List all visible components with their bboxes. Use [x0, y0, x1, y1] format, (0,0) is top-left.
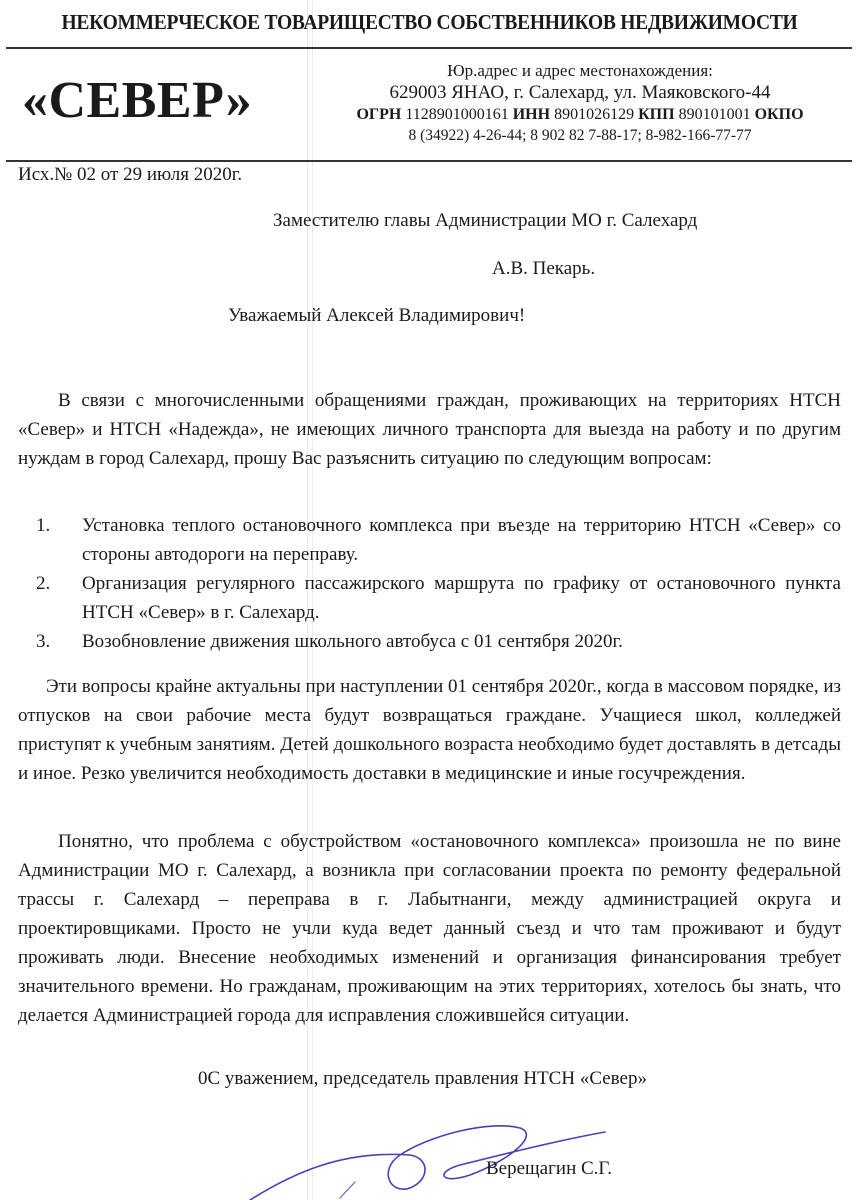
list-item-text: Возобновление движения школьного автобуса с 01 сентября 2020г.	[82, 631, 623, 652]
list-item	[18, 627, 841, 656]
header-divider-bottom	[6, 160, 852, 162]
brand-name: «СЕВЕР»	[22, 72, 253, 129]
list-item-number: 1.	[36, 515, 51, 536]
list-item	[18, 569, 841, 627]
handwritten-signature	[230, 1100, 630, 1200]
contact-block	[300, 60, 859, 146]
salutation: Уважаемый Алексей Владимирович!	[228, 305, 526, 326]
paragraph-intro: В связи с многочисленными обращениями граждан, проживающих на территориях НТСН «Север» и НТСН «Надежда», не имеющих личного транспорта для выезда на работу и по другим нуждам в город Салехард, прошу Вас разъяснить ситуацию по следующим вопросам:	[18, 390, 841, 469]
list-item-number: 3.	[36, 631, 51, 652]
list-item	[18, 511, 841, 569]
phone-numbers: 8 (34922) 4-26-44; 8 902 82 7-88-17; 8-982-166-77-77	[408, 127, 752, 144]
address-label: Юр.адрес и адрес местонахождения:	[447, 61, 713, 80]
list-item-text: Установка теплого остановочного комплекса при въезде на территорию НТСН «Север» со стороны автодороги на переправу.	[82, 515, 841, 565]
inn-value: 8901026129	[554, 106, 635, 123]
addressee-position: Заместителю главы Администрации МО г. Салехард	[273, 210, 698, 231]
inn-label: ИНН	[512, 106, 551, 123]
signature-stroke	[340, 1182, 355, 1198]
ogrn-value: 1128901000161	[405, 106, 509, 123]
list-item-text: Организация регулярного пассажирского маршрута по графику от остановочного пункта НТСН «Север» в г. Салехард.	[82, 573, 841, 623]
signer-name: Верещагин С.Г.	[486, 1158, 612, 1179]
organization-type-heading: НЕКОММЕРЧЕСКОЕ ТОВАРИЩЕСТВО СОБСТВЕННИКОВ НЕДВИЖИМОСТИ	[61, 10, 798, 34]
registry-line	[300, 104, 859, 125]
okpo-label: ОКПО	[754, 106, 804, 123]
outgoing-number: Исх.№ 02 от 29 июля 2020г.	[18, 164, 243, 185]
kpp-value: 890101001	[678, 106, 751, 123]
closing-line: 0С уважением, председатель правления НТСН «Север»	[198, 1068, 647, 1089]
list-item-number: 2.	[36, 573, 51, 594]
header-divider-top	[6, 47, 852, 49]
kpp-label: КПП	[638, 106, 675, 123]
ogrn-label: ОГРН	[356, 106, 402, 123]
address: 629003 ЯНАО, г. Салехард, ул. Маяковского-44	[389, 82, 771, 103]
addressee-name: А.В. Пекарь.	[492, 258, 596, 279]
paragraph-context: Понятно, что проблема с обустройством «остановочного комплекса» произошла не по вине Администрации МО г. Салехард, а возникла при согласовании проекта по ремонту федеральной трассы г. Салехард – переправа в г. Лабытнанги, между администрацией округа и проектировщиками. Просто не учли куда ведет данный съезд и что там проживают и будут проживать люди. Внесение необходимых изменений и организация финансирования требует значительного времени. Но гражданам, проживающим на этих территориях, хотелось бы знать, что делается Администрацией города для исправления сложившейся ситуации.	[18, 831, 841, 1026]
paragraph-urgency: Эти вопросы крайне актуальны при наступлении 01 сентября 2020г., когда в массовом порядке, из отпусков на свои рабочие места будут возвращаться граждане. Учащиеся школ, колледжей приступят к учебным занятиям. Детей дошкольного возраста необходимо будет доставлять в детсады и иное. Резко увеличится необходимость доставки в медицинские и иные госучреждения.	[18, 676, 841, 784]
request-list	[18, 511, 841, 656]
